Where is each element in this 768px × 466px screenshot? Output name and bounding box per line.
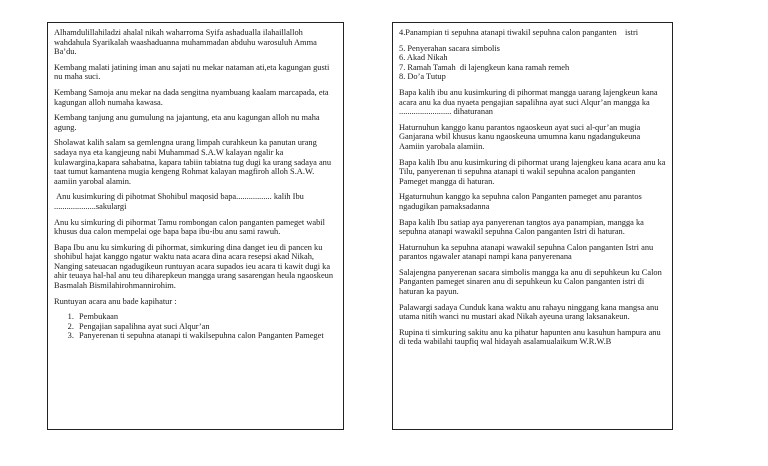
opening-prayer: Alhamdulillahiladzi ahalal nikah waharroma Syifa ashadualla ilahaillalloh wahdahula Syarikalah waashaduanna muhammadan abduhu warosuluh Amma Ba’du. — [54, 28, 317, 57]
agenda-item-6: 6. Akad Nikah — [399, 53, 448, 63]
agenda-item: 3. Panyerenan ti sepuhna atanapi ti wakilsepuhna calon Panganten Pameget — [76, 331, 337, 341]
paragraph-sholawat: Sholawat kalih salam sa gemlengna urang limpah curahkeun ka panutan urang sadaya nya eta kangjeung nabi Muhammad S.A.W kalayan ngalir ka kulawargina,kapara sahabatna, kapara tabiin tabiatna tug dugi ka urang sadaya anu taat tumut kamantena mugia kengeng Rohmat kalayan magfiroh alloh S.A.W. aamiin yarobal alamin. — [54, 138, 332, 186]
agenda-heading: Runtuyan acara anu bade kapihatur : — [54, 296, 177, 306]
paragraph-greeting-guests: Anu ku simkuring di pihormat Tamu rombongan calon panganten pameget wabil khusus dua calon mempelai oge bapa bapa ibu-ibu anu sami rawuh. — [54, 217, 325, 237]
agenda-list — [54, 312, 337, 341]
paragraph-closing: Rupina ti simkuring sakitu anu ka pihatur hapunten anu kasuhun hampura anu di teda wabilahi taupfiq wal hidayah asalamualaikum W.R.W.B — [399, 327, 661, 347]
paragraph-kembang-malati: Kembang malati jatining iman anu sajati nu mekar nataman ati,eta kagungan gusti nu maha suci. — [54, 62, 330, 82]
agenda-item-5: 5. Penyerahan sacara simbolis — [399, 43, 500, 53]
paragraph-kembang-tanjung: Kembang tanjung anu gumulung na jajantung, eta anu kagungan alloh nu maha agung. — [54, 113, 320, 132]
paragraph-thanks-istri: Haturnuhun ka sepuhna atanapi wawakil sepuhna Calon panganten Istri anu parantos ngawaler atanapi nampi kana panyerenana — [399, 242, 654, 262]
paragraph-pengajian: Bapa kalih ibu anu kusimkuring di pihormat mangga uarang lajengkeun kana acara anu ka dua nyaeta pengajian sapalihna ayat suci Alqur’an mangga ka ......................... dihaturanan — [399, 87, 658, 117]
paragraph-panampian: Bapa kalih Ibu satiap aya panyerenan tangtos aya panampian, mangga ka sepuhna atanapi wawakil sepuhna Calon panganten Istri di haturan. — [399, 217, 644, 237]
paragraph-thanks-pameget: Hgaturnuhun kanggo ka sepuhna calon Panganten pameget anu parantos ngadugikan pamaksadanna — [399, 192, 642, 211]
agenda-item-7: 7. Ramah Tamah di lajengkeun kana ramah remeh — [399, 62, 570, 72]
paragraph-simbolis: Salajengna panyerenan sacara simbolis mangga ka anu di sepuhkeun ku Calon Panganten pameget sinaren anu di sepuhkeun ku Calon panganten istri di haturan ka payun. — [399, 267, 662, 297]
agenda-item: 1. Pembukaan — [76, 312, 337, 322]
paragraph-greeting-host: Anu kusimkuring di pihotmat Shohibul maqosid bapa................. kalih Ibu ....................sakulargi — [54, 192, 306, 211]
agenda-item: 2. Pengajian sapalihna ayat suci Alqur’an — [76, 322, 337, 332]
paragraph-basmalah: Bapa Ibu anu ku simkuring di pihormat, simkuring dina danget ieu di pancen ku shohibul hajat kanggo ngatur waktu nata acara dina acara resepsi akad Nikah, Nanging sateuacan ngadugikeun runtuyan acara supados ieu acara ti kawit dugi ka ahir teuaya hal-hal anu teu diharepkeun mangga urang sasarengan heula ngaoskeun Basmalah Bismilahirohmannirohim. — [54, 242, 334, 291]
paragraph-thanks-pengajian: Haturnuhun kanggo kanu parantos ngaoskeun ayat suci al-qur’an mugia Ganjarana wbil khusus kanu ngaoskeuna umumna kanu ngadangukeuna Aamiin yarobala alamiin. — [399, 122, 641, 151]
paragraph-kembang-samoja: Kembang Samoja anu mekar na dada sengitna nyambuang kaalam marcapada, eta kagungan alloh numaha kawasa. — [54, 87, 329, 107]
document-page-left — [47, 22, 344, 430]
document-page-right — [392, 22, 673, 430]
paragraph-panyerenan: Bapa kalih Ibu anu kusimkuring di pihormat urang lajengkeu kana acara anu ka Tilu, panyerenan ti sepuhna atanapi ti wakil sepuhna acalon panganten Pameget mangga di haturan. — [399, 157, 666, 186]
agenda-item-8: 8. Do’a Tutup — [399, 72, 446, 82]
agenda-list-continued — [399, 44, 666, 82]
paragraph-akad-nikah: Palawargi sadaya Cunduk kana waktu anu rahayu ninggang kana mangsa anu utama nitih wanci nu mustari akad Nikah ayeuna urang laksanakeun. — [399, 302, 659, 322]
agenda-item-4: 4.Panampian ti sepuhna atanapi tiwakil sepuhna calon panganten istri — [399, 28, 639, 37]
